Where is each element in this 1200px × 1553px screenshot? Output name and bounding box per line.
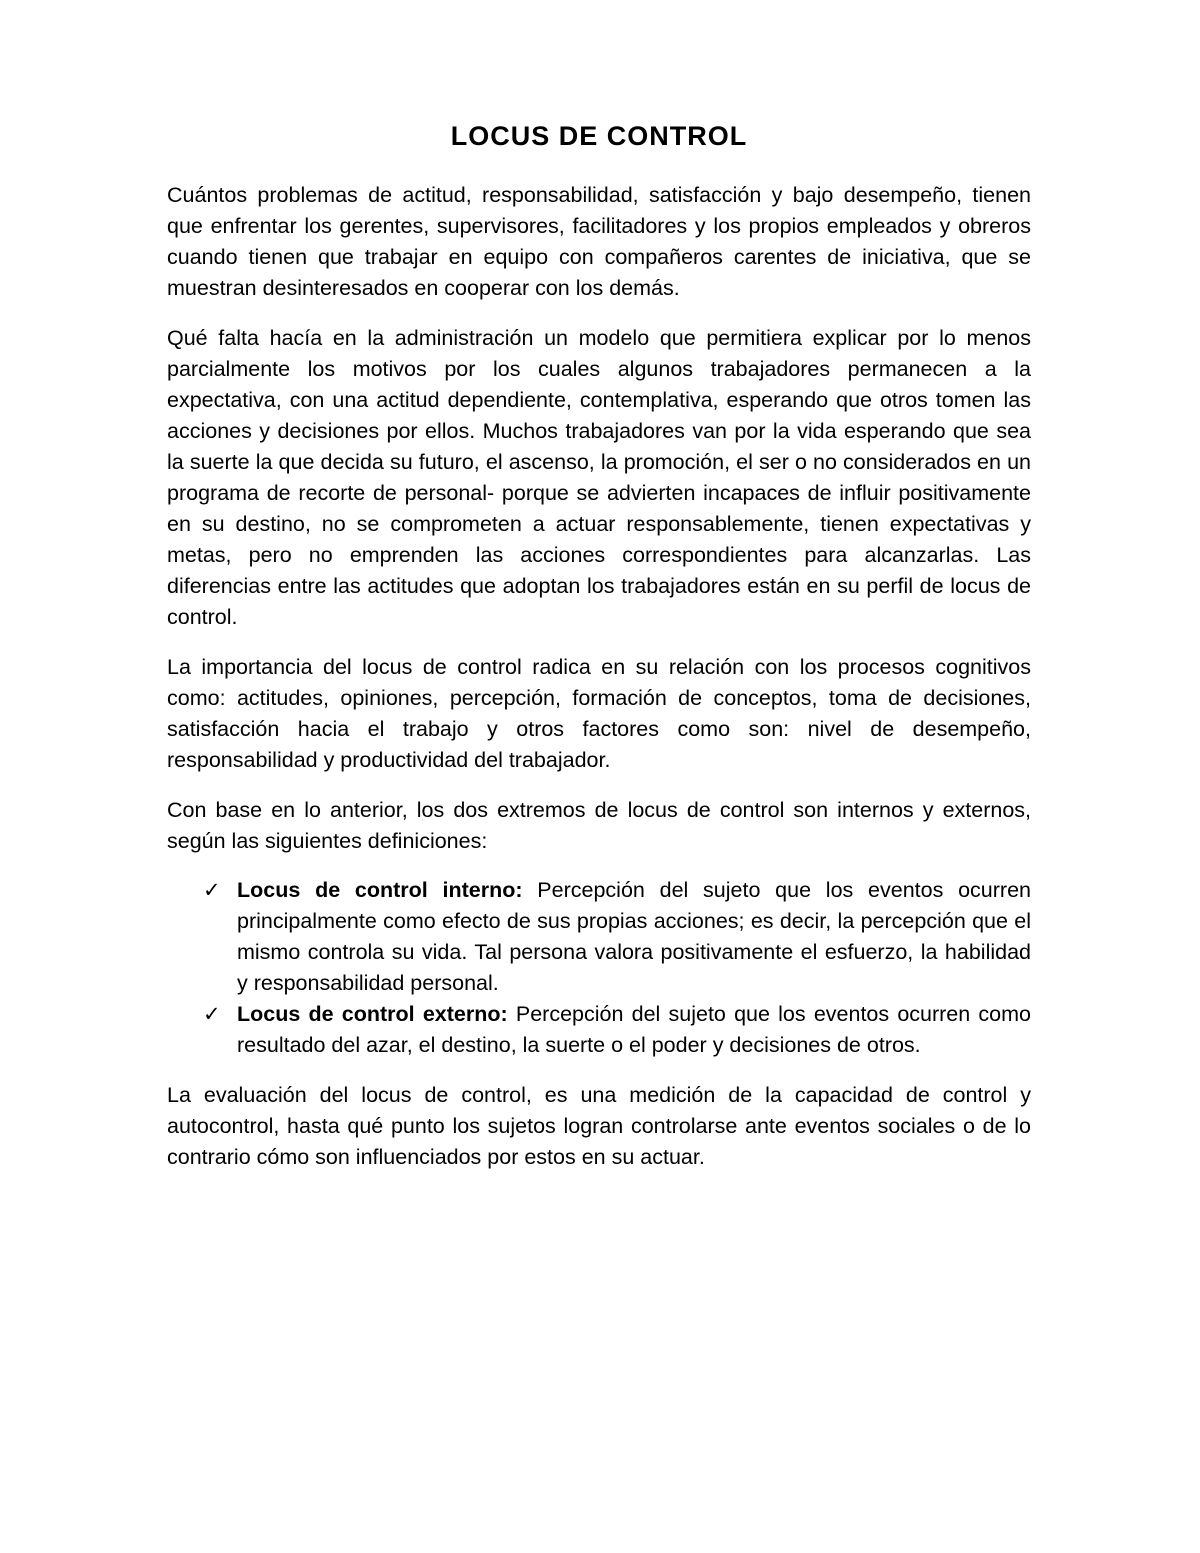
paragraph-intro: Cuántos problemas de actitud, responsabilidad, satisfacción y bajo desempeño, tienen que enfrentar los gerentes, supervisores, facilitadores y los propios empleados y obreros cuando tienen que trabajar en equipo con compañeros carentes de iniciativa, que se muestran desinteresados en cooperar con los demás. xyxy=(167,183,1031,300)
paragraph-definitions-lead: Con base en lo anterior, los dos extremos de locus de control son internos y externos, según las siguientes definiciones: xyxy=(167,798,1031,853)
checkmark-icon: ✓ xyxy=(203,878,221,902)
paragraph-closing: La evaluación del locus de control, es una medición de la capacidad de control y autocontrol, hasta qué punto los sujetos logran controlarse ante eventos sociales o de lo contrario cómo son influenciados por estos en su actuar. xyxy=(167,1083,1031,1169)
definition-term: Locus de control interno: xyxy=(237,878,523,902)
document-title: LOCUS DE CONTROL xyxy=(450,121,748,151)
paragraph-motivation: Qué falta hacía en la administración un modelo que permitiera explicar por lo menos parcialmente los motivos por los cuales algunos trabajadores permanecen a la expectativa, con una actitud dependiente, contemplativa, esperando que otros tomen las acciones y decisiones por ellos. Muchos trabajadores van por la vida esperando que sea la suerte la que decida su futuro, el ascenso, la promoción, el ser o no considerados en un programa de recorte de personal- porque se advierten incapaces de influir positivamente en su destino, no se comprometen a actuar responsablemente, tienen expectativas y metas, pero no emprenden las acciones correspondientes para alcanzarlas. Las diferencias entre las actitudes que adoptan los trabajadores están en su perfil de locus de control. xyxy=(167,326,1031,629)
document-body xyxy=(167,118,1031,1173)
definition-term: Locus de control externo: xyxy=(237,1002,508,1026)
definitions-list xyxy=(167,875,1031,1061)
definition-text: Percepción del sujeto que los eventos ocurren como resultado del azar, el destino, la suerte o el poder y decisiones de otros. xyxy=(237,1002,1031,1057)
checkmark-icon: ✓ xyxy=(203,1002,221,1026)
definition-text: Percepción del sujeto que los eventos ocurren principalmente como efecto de sus propias acciones; es decir, la percepción que el mismo controla su vida. Tal persona valora positivamente el esfuerzo, la habilidad y responsabilidad personal. xyxy=(237,878,1032,995)
paragraph-importance: La importancia del locus de control radica en su relación con los procesos cognitivos como: actitudes, opiniones, percepción, formación de conceptos, toma de decisiones, satisfacción hacia el trabajo y otros factores como son: nivel de desempeño, responsabilidad y productividad del trabajador. xyxy=(167,655,1031,772)
definition-item-internal xyxy=(167,875,1031,999)
definition-item-external xyxy=(167,999,1031,1061)
